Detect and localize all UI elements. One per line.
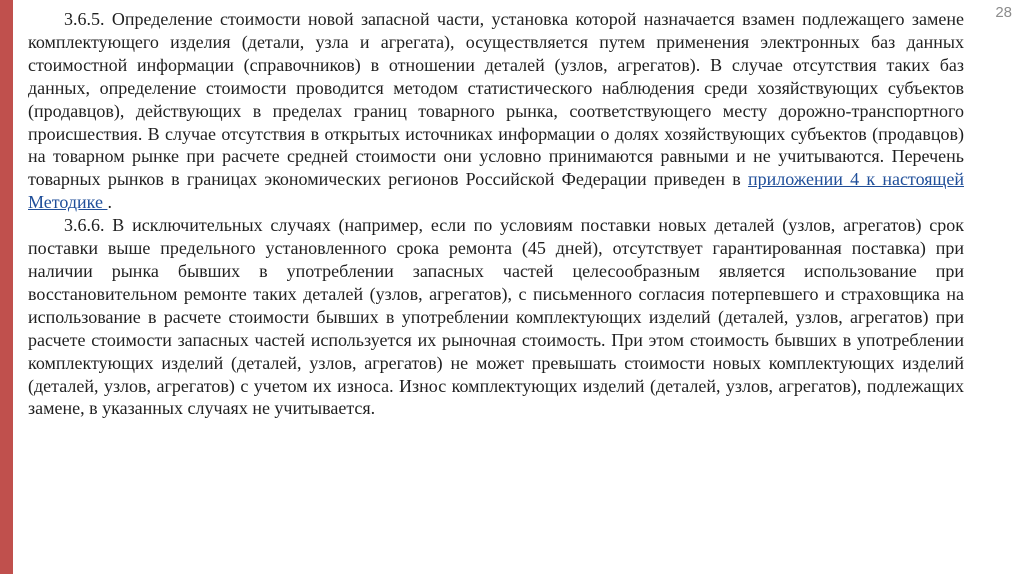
appendix-4-link[interactable]: приложении 4 к настоящей Методике <box>28 169 964 213</box>
paragraph-3-6-6: 3.6.6. В исключительных случаях (например, если по условиям поставки новых деталей (узлов, агрегатов) срок поставки выше предельного установленного срока ремонта (45 дней), отсутствует гарантированная поставка) при наличии рынка бывших в употреблении запасных частей целесообразным является использование при восстановительном ремонте таких деталей (узлов, агрегатов), с письменного согласия потерпевшего и страховщика на использование в расчете стоимости бывших в употреблении комплектующих изделий (деталей, узлов, агрегатов) при расчете стоимости запасных частей используется их рыночная стоимость. При этом стоимость бывших в употреблении комплектующих изделий (деталей, узлов, агрегатов) не может превышать стоимости новых комплектующих изделий (деталей, узлов, агрегатов) с учетом их износа. Износ комплектующих изделий (деталей, узлов, агрегатов), подлежащих замене, в указанных случаях не учитывается. <box>28 215 964 419</box>
paragraph-3-6-5 <box>28 8 964 214</box>
document-body <box>28 8 964 420</box>
paragraph-end: . <box>107 192 112 213</box>
page-number: 28 <box>995 4 1012 21</box>
paragraph-text: 3.6.5. Определение стоимости новой запасной части, установка которой назначается взамен подлежащего замене комплектующего изделия (детали, узла и агрегата), осуществляется путем применения электронных баз данных стоимостной информации (справочников) в отношении деталей (узлов, агрегатов). В случае отсутствия таких баз данных, определение стоимости проводится методом статистического наблюдения среди хозяйствующих субъектов (продавцов), действующих в пределах границ товарного рынка, соответствующего месту дорожно-транспортного происшествия. В случае отсутствия в открытых источниках информации о долях хозяйствующих субъектов (продавцов) на товарном рынке при расчете средней стоимости они условно принимаются равными и не учитываются. Перечень товарных рынков в границах экономических регионов Российской Федерации приведен в <box>28 9 964 190</box>
accent-bar <box>0 0 13 574</box>
